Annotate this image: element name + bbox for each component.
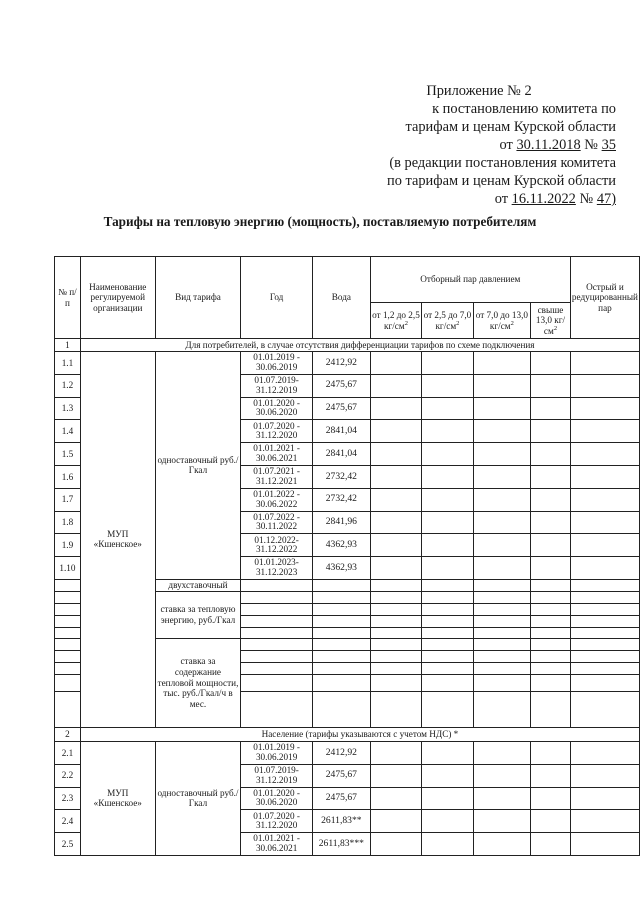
section-title: Население (тарифы указываются с учетом НДС) *: [80, 727, 639, 741]
table-row: [55, 352, 640, 375]
header-water: Вода: [312, 257, 370, 339]
table-cell: [570, 591, 639, 603]
table-cell: [473, 374, 530, 397]
capacity-rate: ставка за содержание тепловой мощности, тыс. руб./Гкал/ч в мес.: [155, 638, 241, 727]
table-cell: [370, 627, 421, 638]
table-cell: [370, 488, 421, 511]
table-cell: [422, 787, 473, 810]
organization-name: МУП «Кшенское»: [80, 352, 155, 728]
appendix-line: тарифам и ценам Курской области: [405, 119, 616, 135]
table-cell: [531, 691, 571, 727]
table-cell: [570, 638, 639, 650]
table-cell: [531, 615, 571, 627]
table-cell: [531, 833, 571, 856]
row-number: 1.6: [55, 465, 81, 488]
water-value: 2412,92: [312, 352, 370, 375]
period: 01.01.2023- 31.12.2023: [241, 557, 313, 580]
table-cell: [473, 650, 530, 662]
table-cell: [473, 557, 530, 580]
table-cell: [370, 352, 421, 375]
tariff-type: одноставочный руб./Гкал: [155, 741, 241, 855]
section-title: Для потребителей, в случае отсутствия дифференциации тарифов по схеме подключения: [80, 339, 639, 352]
table-cell: [370, 787, 421, 810]
table-cell: [473, 691, 530, 727]
table-cell: [570, 420, 639, 443]
water-value: 2475,67: [312, 374, 370, 397]
table-cell: [370, 374, 421, 397]
table-cell: [370, 591, 421, 603]
table-cell: [422, 352, 473, 375]
table-cell: [531, 741, 571, 764]
table-cell: [312, 674, 370, 691]
table-cell: [370, 691, 421, 727]
table-cell: [312, 615, 370, 627]
table-cell: [422, 615, 473, 627]
row-number: 1.3: [55, 397, 81, 420]
header-tariff-type: Вид тарифа: [155, 257, 241, 339]
table-cell: [570, 650, 639, 662]
table-cell: [473, 511, 530, 534]
header-pressure-1: от 1,2 до 2,5 $кг/см^2$: [370, 303, 421, 339]
table-cell: [531, 557, 571, 580]
table-cell: [422, 764, 473, 787]
table-cell: [531, 662, 571, 674]
table-cell: [312, 650, 370, 662]
tariff-table: [54, 256, 640, 856]
table-cell: [473, 674, 530, 691]
table-cell: [370, 603, 421, 615]
table-cell: [531, 603, 571, 615]
table-cell: [370, 579, 421, 591]
table-cell: [570, 397, 639, 420]
table-cell: [312, 603, 370, 615]
row-number: 2.3: [55, 787, 81, 810]
header-org: Наименование регулируемой организации: [80, 257, 155, 339]
amendment-number: 47): [596, 191, 616, 207]
table-cell: [473, 579, 530, 591]
table-cell: [473, 810, 530, 833]
table-cell: [570, 534, 639, 557]
table-row: [55, 727, 640, 741]
table-cell: [531, 443, 571, 466]
table-cell: [370, 662, 421, 674]
table-cell: [370, 674, 421, 691]
organization-name: МУП «Кшенское»: [80, 741, 155, 855]
table-cell: [422, 534, 473, 557]
table-cell: [241, 638, 313, 650]
table-cell: [422, 833, 473, 856]
table-cell: [312, 638, 370, 650]
table-cell: [370, 615, 421, 627]
period: 01.01.2019 - 30.06.2019: [241, 352, 313, 375]
table-cell: [370, 465, 421, 488]
table-cell: [473, 764, 530, 787]
header-pressure-4: свыше 13,0 $кг/см^2$: [531, 303, 571, 339]
row-number: 1.2: [55, 374, 81, 397]
table-cell: [241, 615, 313, 627]
table-cell: [422, 674, 473, 691]
section-number: 2: [55, 727, 81, 741]
table-cell: [570, 443, 639, 466]
table-cell: [473, 488, 530, 511]
table-cell: [370, 764, 421, 787]
table-cell: [370, 534, 421, 557]
table-cell: [241, 627, 313, 638]
water-value: 2841,04: [312, 420, 370, 443]
table-cell: [422, 420, 473, 443]
table-cell: [570, 810, 639, 833]
table-cell: [531, 534, 571, 557]
table-cell: [570, 603, 639, 615]
period: 01.07.2020 - 31.12.2020: [241, 420, 313, 443]
period: 01.12.2022- 31.12.2022: [241, 534, 313, 557]
water-value: 4362,93: [312, 534, 370, 557]
table-cell: [370, 638, 421, 650]
resolution-number: 35: [601, 137, 616, 153]
period: 01.01.2021 - 30.06.2021: [241, 833, 313, 856]
table-cell: [570, 627, 639, 638]
table-cell: [241, 603, 313, 615]
table-cell: [422, 443, 473, 466]
table-cell: [55, 627, 81, 638]
water-value: 2611,83***: [312, 833, 370, 856]
table-cell: [531, 638, 571, 650]
table-cell: [55, 674, 81, 691]
period: 01.01.2020 - 30.06.2020: [241, 397, 313, 420]
header-steam: Отборный пар давлением: [370, 257, 570, 303]
table-cell: [241, 674, 313, 691]
table-cell: [531, 397, 571, 420]
table-cell: [370, 397, 421, 420]
table-cell: [312, 579, 370, 591]
table-cell: [531, 420, 571, 443]
table-cell: [531, 787, 571, 810]
row-number: 2.5: [55, 833, 81, 856]
row-number: 1.9: [55, 534, 81, 557]
water-value: 2841,04: [312, 443, 370, 466]
table-cell: [570, 833, 639, 856]
resolution-date: 30.11.2018: [516, 137, 581, 153]
table-cell: [422, 662, 473, 674]
table-cell: [531, 764, 571, 787]
appendix-block: [280, 82, 616, 208]
table-cell: [55, 591, 81, 603]
row-number: 1.1: [55, 352, 81, 375]
table-cell: [570, 741, 639, 764]
appendix-line: по тарифам и ценам Курской области: [387, 173, 616, 189]
table-cell: [531, 810, 571, 833]
table-cell: [473, 420, 530, 443]
table-cell: [422, 591, 473, 603]
table-cell: [531, 511, 571, 534]
table-cell: [312, 662, 370, 674]
row-number: 1.8: [55, 511, 81, 534]
table-cell: [55, 691, 81, 727]
table-cell: [473, 615, 530, 627]
header-pressure-3: от 7,0 до 13,0 $кг/см^2$: [473, 303, 530, 339]
two-part-tariff: двухставочный: [155, 579, 241, 591]
water-value: 2732,42: [312, 488, 370, 511]
row-number: 1.7: [55, 488, 81, 511]
table-cell: [370, 650, 421, 662]
water-value: 2611,83**: [312, 810, 370, 833]
table-cell: [312, 627, 370, 638]
appendix-line: (в редакции постановления комитета: [389, 155, 616, 171]
table-cell: [422, 691, 473, 727]
row-number: 2.2: [55, 764, 81, 787]
table-cell: [422, 603, 473, 615]
table-cell: [473, 833, 530, 856]
table-cell: [422, 810, 473, 833]
table-cell: [570, 674, 639, 691]
table-cell: [473, 741, 530, 764]
table-cell: [241, 691, 313, 727]
table-cell: [473, 591, 530, 603]
table-cell: [570, 374, 639, 397]
tariff-type: одноставочный руб./Гкал: [155, 352, 241, 580]
table-cell: [422, 650, 473, 662]
table-cell: [55, 603, 81, 615]
table-cell: [473, 352, 530, 375]
table-cell: [570, 352, 639, 375]
row-number: 1.5: [55, 443, 81, 466]
table-cell: [370, 833, 421, 856]
header-num: № п/п: [55, 257, 81, 339]
table-cell: [370, 557, 421, 580]
table-cell: [473, 397, 530, 420]
table-cell: [370, 511, 421, 534]
table-cell: [55, 650, 81, 662]
water-value: 2475,67: [312, 787, 370, 810]
table-cell: [370, 443, 421, 466]
table-cell: [570, 511, 639, 534]
period: 01.01.2022 - 30.06.2022: [241, 488, 313, 511]
table-cell: [570, 691, 639, 727]
table-cell: [570, 787, 639, 810]
table-cell: [422, 488, 473, 511]
water-value: 4362,93: [312, 557, 370, 580]
section-number: 1: [55, 339, 81, 352]
period: 01.01.2021 - 30.06.2021: [241, 443, 313, 466]
water-value: 2841,96: [312, 511, 370, 534]
period: 01.01.2019 - 30.06.2019: [241, 741, 313, 764]
table-cell: [55, 579, 81, 591]
table-cell: [570, 557, 639, 580]
row-number: 1.10: [55, 557, 81, 580]
table-cell: [531, 591, 571, 603]
table-cell: [473, 638, 530, 650]
appendix-title: Приложение № 2: [426, 83, 532, 99]
table-cell: [422, 557, 473, 580]
period: 01.07.2022 - 30.11.2022: [241, 511, 313, 534]
appendix-line: к постановлению комитета по: [432, 101, 616, 117]
appendix-resolution-ref: от 30.11.2018 № 35: [499, 137, 616, 153]
document-title: Тарифы на тепловую энергию (мощность), поставляемую потребителям: [103, 214, 537, 229]
table-cell: [422, 638, 473, 650]
table-cell: [531, 650, 571, 662]
energy-rate: ставка за тепловую энергию, руб./Гкал: [155, 591, 241, 638]
row-number: 2.4: [55, 810, 81, 833]
table-cell: [570, 662, 639, 674]
table-cell: [473, 627, 530, 638]
table-cell: [55, 662, 81, 674]
water-value: 2475,67: [312, 764, 370, 787]
table-cell: [370, 420, 421, 443]
table-cell: [241, 650, 313, 662]
header-sharp-steam: Острый и редуцированный пар: [570, 257, 639, 339]
table-row: [55, 741, 640, 764]
table-cell: [241, 579, 313, 591]
table-cell: [473, 787, 530, 810]
table-cell: [473, 534, 530, 557]
table-cell: [370, 810, 421, 833]
table-cell: [531, 374, 571, 397]
header-pressure-2: от 2,5 до 7,0 $кг/см^2$: [422, 303, 473, 339]
table-cell: [531, 579, 571, 591]
appendix-amendment-ref: от 16.11.2022 № 47): [494, 191, 616, 207]
table-cell: [241, 662, 313, 674]
table-cell: [422, 579, 473, 591]
period: 01.07.2020 - 31.12.2020: [241, 810, 313, 833]
table-cell: [312, 691, 370, 727]
table-cell: [473, 662, 530, 674]
water-value: 2732,42: [312, 465, 370, 488]
amendment-date: 16.11.2022: [511, 191, 576, 207]
table-cell: [312, 591, 370, 603]
water-value: 2412,92: [312, 741, 370, 764]
row-number: 2.1: [55, 741, 81, 764]
table-cell: [570, 764, 639, 787]
table-cell: [422, 627, 473, 638]
table-cell: [473, 465, 530, 488]
table-cell: [531, 488, 571, 511]
table-cell: [531, 352, 571, 375]
table-cell: [422, 511, 473, 534]
water-value: 2475,67: [312, 397, 370, 420]
table-cell: [570, 615, 639, 627]
table-cell: [570, 488, 639, 511]
table-cell: [55, 638, 81, 650]
period: 01.07.2019- 31.12.2019: [241, 374, 313, 397]
table-cell: [241, 591, 313, 603]
row-number: 1.4: [55, 420, 81, 443]
table-cell: [473, 443, 530, 466]
table-cell: [570, 579, 639, 591]
table-cell: [531, 627, 571, 638]
table-cell: [55, 615, 81, 627]
table-cell: [531, 674, 571, 691]
period: 01.01.2020 - 30.06.2020: [241, 787, 313, 810]
table-cell: [422, 397, 473, 420]
table-cell: [473, 603, 530, 615]
table-cell: [370, 741, 421, 764]
period: 01.07.2019- 31.12.2019: [241, 764, 313, 787]
header-year: Год: [241, 257, 313, 339]
period: 01.07.2021 - 31.12.2021: [241, 465, 313, 488]
table-cell: [422, 465, 473, 488]
table-cell: [422, 374, 473, 397]
table-cell: [531, 465, 571, 488]
table-cell: [422, 741, 473, 764]
table-cell: [570, 465, 639, 488]
